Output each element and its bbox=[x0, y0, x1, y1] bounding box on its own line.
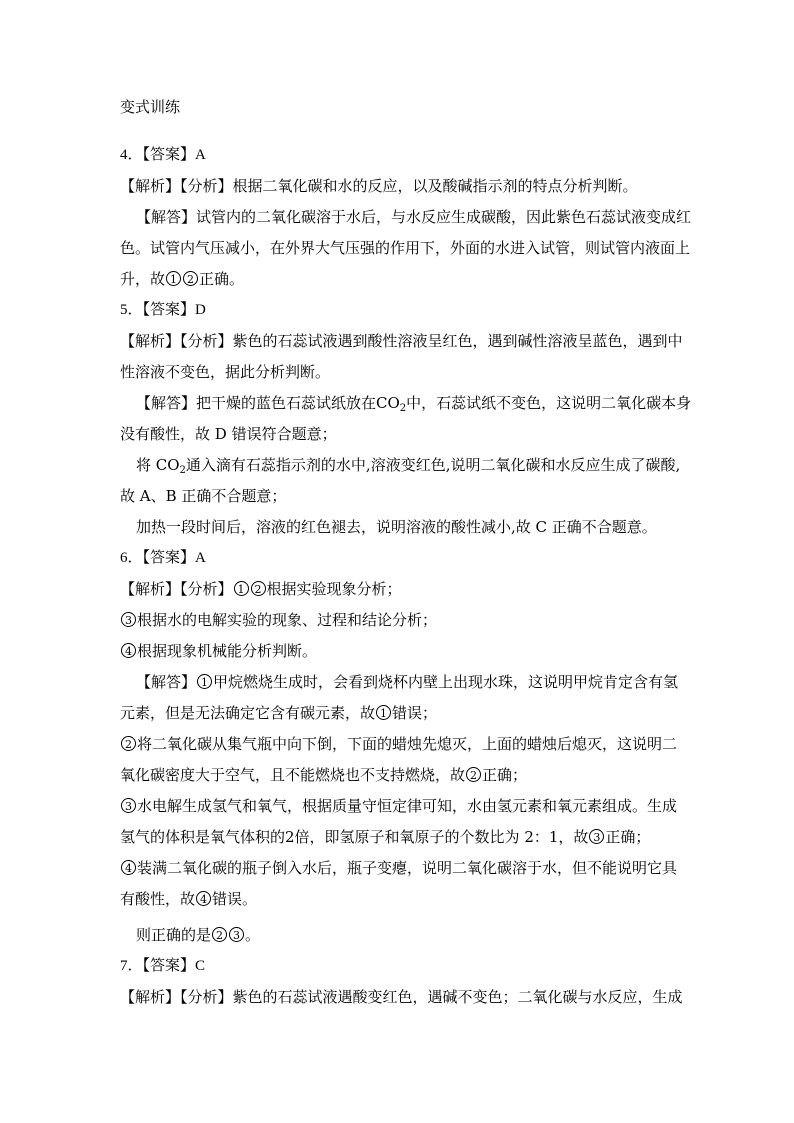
text-segment: 根据现象机械能分析判断。 bbox=[137, 642, 318, 660]
text-segment: 正确。 bbox=[199, 270, 245, 288]
text-segment: 甲烷燃烧生成时，会看到烧杯内壁上出现水珠，这说明甲烷肯定含有氢 bbox=[213, 673, 679, 691]
q6-solution-line6 bbox=[120, 827, 650, 847]
q7-answer: 7．【答案】C bbox=[120, 958, 206, 974]
q6-solution-line1 bbox=[136, 672, 678, 692]
circled-number: 3 bbox=[229, 927, 244, 942]
circled-number: 2 bbox=[183, 271, 198, 286]
q4-analysis: 【解析】【分析】根据二氧化碳和水的反应，以及酸碱指示剂的特点分析判断。 bbox=[120, 177, 638, 195]
text-segment: 正确； bbox=[482, 766, 528, 784]
q6-solution-line7 bbox=[120, 858, 677, 878]
circled-number: 2 bbox=[466, 767, 481, 782]
text-segment: 将 CO bbox=[136, 456, 180, 474]
circled-number: 2 bbox=[212, 927, 227, 942]
q6-solution-line5 bbox=[120, 796, 677, 816]
q7-analysis-line1: 【解析】【分析】紫色的石蕊试液遇酸变红色，遇碱不变色；二氧化碳与水反应，生成 bbox=[120, 988, 683, 1006]
text-segment: 通入滴有石蕊指示剂的水中,溶液变红色,说明二氧化碳和水反应生成了碳酸, bbox=[185, 456, 681, 474]
text-segment: 氢气的体积是氧气体积的2倍，即氢原子和氧原子的个数比为 2：1，故 bbox=[120, 828, 589, 846]
text-segment: 升，故 bbox=[120, 270, 166, 288]
circled-number: 3 bbox=[121, 612, 136, 627]
text-segment: 错误； bbox=[392, 704, 438, 722]
text-segment: 则正确的是 bbox=[136, 926, 212, 944]
q4-solution-line3 bbox=[120, 269, 244, 289]
subscript: 2 bbox=[399, 403, 407, 414]
q5-solution-line3 bbox=[136, 455, 680, 475]
q6-conclusion bbox=[136, 925, 260, 945]
text-segment: 错误。 bbox=[212, 890, 258, 908]
circled-number: 1 bbox=[197, 674, 212, 689]
circled-number: 4 bbox=[121, 643, 136, 658]
circled-number: 2 bbox=[121, 736, 136, 751]
text-segment: 正确； bbox=[605, 828, 651, 846]
text-segment: 将二氧化碳从集气瓶中向下倒，下面的蜡烛先熄灭，上面的蜡烛后熄灭，这说明二 bbox=[137, 735, 678, 753]
q4-solution-line2: 色。试管内气压减小，在外界大气压强的作用下，外面的水进入试管，则试管内液面上 bbox=[120, 239, 691, 257]
q6-solution-line3 bbox=[120, 734, 677, 754]
text-segment: 装满二氧化碳的瓶子倒入水后，瓶子变瘪，说明二氧化碳溶于水，但不能说明它具 bbox=[137, 859, 678, 877]
circled-number: 1 bbox=[376, 705, 391, 720]
q6-analysis-line3 bbox=[120, 641, 317, 661]
text-segment: 根据水的电解实验的现象、过程和结论分析； bbox=[137, 611, 438, 629]
q4-answer: 4．【答案】A bbox=[120, 147, 206, 163]
circled-number: 1 bbox=[234, 581, 249, 596]
q5-solution-line4: 故 A、B 正确不合题意； bbox=[120, 487, 287, 505]
q5-solution-line5: 加热一段时间后，溶液的红色褪去，说明溶液的酸性减小,故 C 正确不合题意。 bbox=[136, 518, 657, 536]
text-segment: 【解答】把干燥的蓝色石蕊试纸放在CO bbox=[136, 394, 400, 412]
q6-analysis-line1 bbox=[120, 579, 402, 599]
q5-solution-line2: 没有酸性，故 D 错误符合题意； bbox=[120, 425, 337, 443]
q6-solution-line2 bbox=[120, 703, 437, 723]
text-segment: 有酸性，故 bbox=[120, 890, 196, 908]
q5-analysis-line1: 【解析】【分析】紫色的石蕊试液遇到酸性溶液呈红色，遇到碱性溶液呈蓝色，遇到中 bbox=[120, 332, 683, 350]
circled-number: 4 bbox=[196, 891, 211, 906]
circled-number: 1 bbox=[166, 271, 181, 286]
q6-answer: 6．【答案】A bbox=[120, 550, 206, 566]
text-segment: 。 bbox=[245, 926, 261, 944]
circled-number: 3 bbox=[121, 798, 136, 813]
q6-analysis-line2 bbox=[120, 610, 437, 630]
text-segment: 根据实验现象分析； bbox=[266, 580, 402, 598]
q4-solution-line1: 【解答】试管内的二氧化碳溶于水后，与水反应生成碳酸，因此紫色石蕊试液变成红 bbox=[136, 208, 692, 226]
text-segment: 氧化碳密度大于空气，且不能燃烧也不支持燃烧，故 bbox=[120, 766, 466, 784]
circled-number: 3 bbox=[589, 829, 604, 844]
circled-number: 2 bbox=[251, 581, 266, 596]
q5-analysis-line2: 性溶液不变色，据此分析判断。 bbox=[120, 363, 331, 381]
circled-number: 4 bbox=[121, 860, 136, 875]
text-segment: 元素，但是无法确定它含有碳元素，故 bbox=[120, 704, 376, 722]
section-title: 变式训练 bbox=[120, 98, 181, 116]
q5-solution-line1 bbox=[136, 393, 691, 413]
text-segment: 【解答】 bbox=[136, 673, 197, 691]
text-segment: 水电解生成氢气和氧气，根据质量守恒定律可知，水由氢元素和氧元素组成。生成 bbox=[137, 797, 678, 815]
text-segment: 【解析】【分析】 bbox=[120, 580, 233, 598]
q6-solution-line8 bbox=[120, 889, 257, 909]
q5-answer: 5．【答案】D bbox=[120, 302, 206, 318]
text-segment: 中，石蕊试纸不变色，这说明二氧化碳本身 bbox=[406, 394, 692, 412]
subscript: 2 bbox=[179, 465, 186, 476]
q6-solution-line4 bbox=[120, 765, 527, 785]
